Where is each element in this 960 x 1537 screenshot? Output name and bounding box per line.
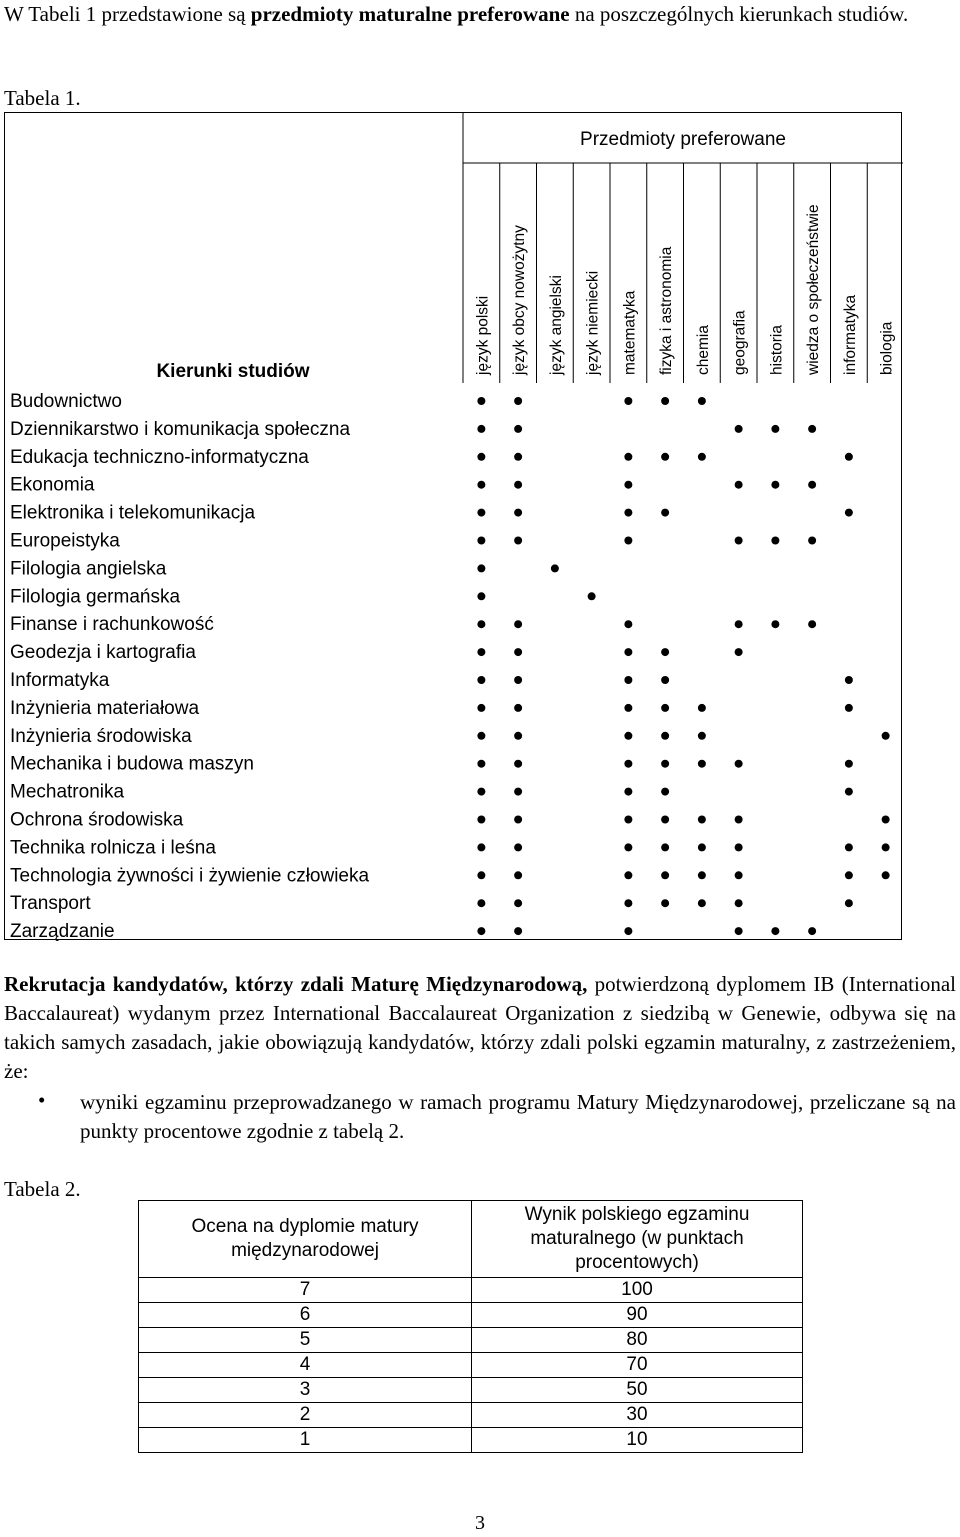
row-label: Mechanika i budowa maszyn	[10, 753, 254, 775]
page-number: 3	[475, 1512, 485, 1534]
preference-dot	[624, 648, 632, 656]
recruitment-paragraph	[4, 970, 956, 1086]
preference-dot	[735, 843, 743, 851]
preference-dot	[698, 732, 706, 740]
preference-dot	[477, 676, 485, 684]
subject-header: język polski	[474, 295, 492, 375]
table2-header-row	[139, 1201, 803, 1278]
table2-col2-header: Wynik polskiego egzaminu maturalnego (w punktach procentowych)	[472, 1201, 803, 1278]
preference-dot	[624, 732, 632, 740]
table1	[5, 113, 903, 941]
row-label: Edukacja techniczno-informatyczna	[10, 446, 309, 468]
preference-dot	[477, 732, 485, 740]
preference-dot	[624, 620, 632, 628]
table2-grade-cell: 7	[139, 1278, 472, 1303]
preference-dot	[845, 704, 853, 712]
preference-dot	[845, 843, 853, 851]
group-header: Przedmioty preferowane	[580, 129, 786, 150]
preference-dot	[771, 481, 779, 489]
subject-header: wiedza o społeczeństwie	[805, 204, 823, 375]
preference-dot	[808, 537, 816, 545]
preference-dot	[477, 620, 485, 628]
preference-dot	[845, 453, 853, 461]
preference-dot	[514, 620, 522, 628]
preference-dot	[845, 899, 853, 907]
row-label: Finanse i rachunkowość	[10, 614, 214, 636]
preference-dot	[624, 453, 632, 461]
preference-dot	[661, 648, 669, 656]
table2	[138, 1200, 803, 1453]
preference-dot	[661, 843, 669, 851]
preference-dot	[514, 899, 522, 907]
row-label: Mechatronika	[10, 781, 125, 803]
row-label: Ekonomia	[10, 474, 95, 496]
preference-dot	[514, 704, 522, 712]
preference-dot	[771, 537, 779, 545]
preference-dot	[661, 453, 669, 461]
preference-dot	[771, 927, 779, 935]
preference-dot	[808, 481, 816, 489]
preference-dot	[477, 537, 485, 545]
preference-dot	[845, 788, 853, 796]
preference-dot	[661, 899, 669, 907]
preference-dot	[477, 843, 485, 851]
row-label: Informatyka	[10, 670, 110, 691]
table2-grade-cell: 6	[139, 1303, 472, 1328]
preference-dot	[661, 704, 669, 712]
preference-dot	[661, 816, 669, 824]
preference-dot	[624, 676, 632, 684]
subject-header: informatyka	[841, 294, 859, 375]
preference-dot	[808, 620, 816, 628]
preference-dot	[735, 537, 743, 545]
intro-text-bold: przedmioty maturalne preferowane	[250, 2, 570, 26]
preference-dot	[514, 481, 522, 489]
subject-header: biologia	[878, 321, 896, 375]
preference-dot	[624, 788, 632, 796]
preference-dot	[624, 481, 632, 489]
row-label: Budownictwo	[10, 391, 122, 412]
preference-dot	[698, 843, 706, 851]
row-label: Zarządzanie	[10, 921, 115, 941]
preference-dot	[661, 509, 669, 517]
preference-dot	[514, 760, 522, 768]
preference-dot	[624, 397, 632, 405]
preference-dot	[588, 592, 596, 600]
intro-paragraph	[4, 0, 956, 29]
preference-dot	[882, 871, 890, 879]
preference-dot	[514, 509, 522, 517]
subject-header: matematyka	[621, 290, 639, 375]
table2-grade-cell: 3	[139, 1378, 472, 1403]
preference-dot	[698, 704, 706, 712]
preference-dot	[698, 899, 706, 907]
subject-header: język niemiecki	[584, 270, 602, 375]
preference-dot	[661, 871, 669, 879]
table2-row	[139, 1328, 803, 1353]
preference-dot	[735, 899, 743, 907]
preference-dot	[735, 927, 743, 935]
preference-dot	[845, 509, 853, 517]
preference-dot	[845, 760, 853, 768]
preference-dot	[698, 760, 706, 768]
preference-dot	[477, 871, 485, 879]
preference-dot	[477, 509, 485, 517]
table1-frame	[4, 112, 902, 940]
preference-dot	[624, 899, 632, 907]
preference-dot	[661, 676, 669, 684]
preference-dot	[661, 732, 669, 740]
preference-dot	[735, 871, 743, 879]
table2-row	[139, 1353, 803, 1378]
table2-grade-cell: 2	[139, 1403, 472, 1428]
table2-grade-cell: 1	[139, 1428, 472, 1453]
preference-dot	[477, 425, 485, 433]
preference-dot	[771, 620, 779, 628]
row-label: Geodezja i kartografia	[10, 642, 196, 664]
preference-dot	[514, 537, 522, 545]
preference-dot	[624, 537, 632, 545]
preference-dot	[624, 871, 632, 879]
subject-header: chemia	[694, 325, 712, 375]
preference-dot	[735, 760, 743, 768]
preference-dot	[698, 453, 706, 461]
preference-dot	[661, 788, 669, 796]
preference-dot	[882, 732, 890, 740]
table2-row	[139, 1303, 803, 1328]
row-label: Transport	[10, 893, 91, 915]
preference-dot	[514, 927, 522, 935]
preference-dot	[477, 453, 485, 461]
preference-dot	[808, 425, 816, 433]
row-label: Europeistyka	[10, 530, 120, 552]
row-label: Filologia angielska	[10, 558, 167, 580]
row-label: Inżynieria materiałowa	[10, 697, 200, 719]
preference-dot	[514, 648, 522, 656]
recruitment-text: potwierdzoną dyplomem IB (International Baccalaureat) wydanym przez International Baccalaureat Organization z siedzibą w Genewie, odbywa się na takich samych zasadach, jakie obowiązują kandydatów, którzy zdali polski egzamin maturalny, z zastrzeżeniem, że:	[4, 972, 957, 1083]
preference-dot	[661, 760, 669, 768]
preference-dot	[735, 648, 743, 656]
row-header: Kierunki studiów	[156, 361, 310, 382]
table2-row	[139, 1428, 803, 1453]
bullet-icon: •	[38, 1088, 46, 1112]
bullet-text: wyniki egzaminu przeprowadzanego w ramach programu Matury Międzynarodowej, przeliczane są na punkty procentowe zgodnie z tabelą 2.	[80, 1090, 956, 1143]
subject-header: geografia	[731, 310, 749, 375]
row-label: Filologia germańska	[10, 586, 181, 608]
preference-dot	[882, 843, 890, 851]
preference-dot	[845, 871, 853, 879]
preference-dot	[514, 788, 522, 796]
preference-dot	[477, 788, 485, 796]
preference-dot	[477, 592, 485, 600]
preference-dot	[735, 481, 743, 489]
preference-dot	[514, 732, 522, 740]
preference-dot	[477, 704, 485, 712]
row-label: Ochrona środowiska	[10, 809, 184, 831]
recruitment-bold: Rekrutacja kandydatów, którzy zdali Maturę Międzynarodową,	[4, 972, 588, 996]
preference-dot	[698, 871, 706, 879]
preference-dot	[624, 509, 632, 517]
intro-text-before: W Tabeli 1 przedstawione są	[4, 2, 251, 26]
row-label: Technologia żywności i żywienie człowieka	[10, 865, 370, 887]
subject-header: język obcy nowożytny	[511, 225, 529, 375]
preference-dot	[698, 397, 706, 405]
row-label: Inżynieria środowiska	[10, 725, 192, 747]
preference-dot	[514, 453, 522, 461]
table2-score-cell: 10	[472, 1428, 803, 1453]
preference-dot	[514, 871, 522, 879]
preference-dot	[771, 425, 779, 433]
table2-row	[139, 1278, 803, 1303]
preference-dot	[477, 564, 485, 572]
preference-dot	[735, 816, 743, 824]
preference-dot	[477, 760, 485, 768]
preference-dot	[624, 927, 632, 935]
table2-score-cell: 50	[472, 1378, 803, 1403]
preference-dot	[624, 760, 632, 768]
preference-dot	[698, 816, 706, 824]
subject-header: historia	[768, 325, 786, 375]
preference-dot	[624, 816, 632, 824]
subject-header: język angielski	[547, 275, 565, 375]
preference-dot	[882, 816, 890, 824]
table2-caption: Tabela 2.	[4, 1177, 81, 1201]
table2-grade-cell: 4	[139, 1353, 472, 1378]
preference-dot	[735, 425, 743, 433]
preference-dot	[514, 425, 522, 433]
preference-dot	[514, 843, 522, 851]
preference-dot	[514, 676, 522, 684]
preference-dot	[624, 704, 632, 712]
table2-grade-cell: 5	[139, 1328, 472, 1353]
preference-dot	[477, 816, 485, 824]
row-label: Dziennikarstwo i komunikacja społeczna	[10, 418, 351, 440]
row-label: Elektronika i telekomunikacja	[10, 502, 256, 524]
table1-caption: Tabela 1.	[4, 86, 81, 110]
preference-dot	[477, 481, 485, 489]
table2-score-cell: 70	[472, 1353, 803, 1378]
preference-dot	[808, 927, 816, 935]
preference-dot	[624, 843, 632, 851]
preference-dot	[845, 676, 853, 684]
table2-col1-header: Ocena na dyplomie matury międzynarodowej	[139, 1201, 472, 1278]
row-label: Technika rolnicza i leśna	[10, 837, 216, 859]
preference-dot	[735, 620, 743, 628]
table2-row	[139, 1403, 803, 1428]
table2-score-cell: 90	[472, 1303, 803, 1328]
table2-body	[139, 1278, 803, 1453]
preference-dot	[477, 899, 485, 907]
intro-text-after: na poszczególnych kierunkach studiów.	[569, 2, 909, 26]
preference-dot	[477, 397, 485, 405]
table2-score-cell: 100	[472, 1278, 803, 1303]
preference-dot	[661, 397, 669, 405]
table2-row	[139, 1378, 803, 1403]
table2-score-cell: 80	[472, 1328, 803, 1353]
preference-dot	[551, 564, 559, 572]
table2-score-cell: 30	[472, 1403, 803, 1428]
preference-dot	[477, 927, 485, 935]
preference-dot	[477, 648, 485, 656]
preference-dot	[514, 816, 522, 824]
subject-header: fizyka i astronomia	[658, 246, 676, 375]
preference-dot	[514, 397, 522, 405]
